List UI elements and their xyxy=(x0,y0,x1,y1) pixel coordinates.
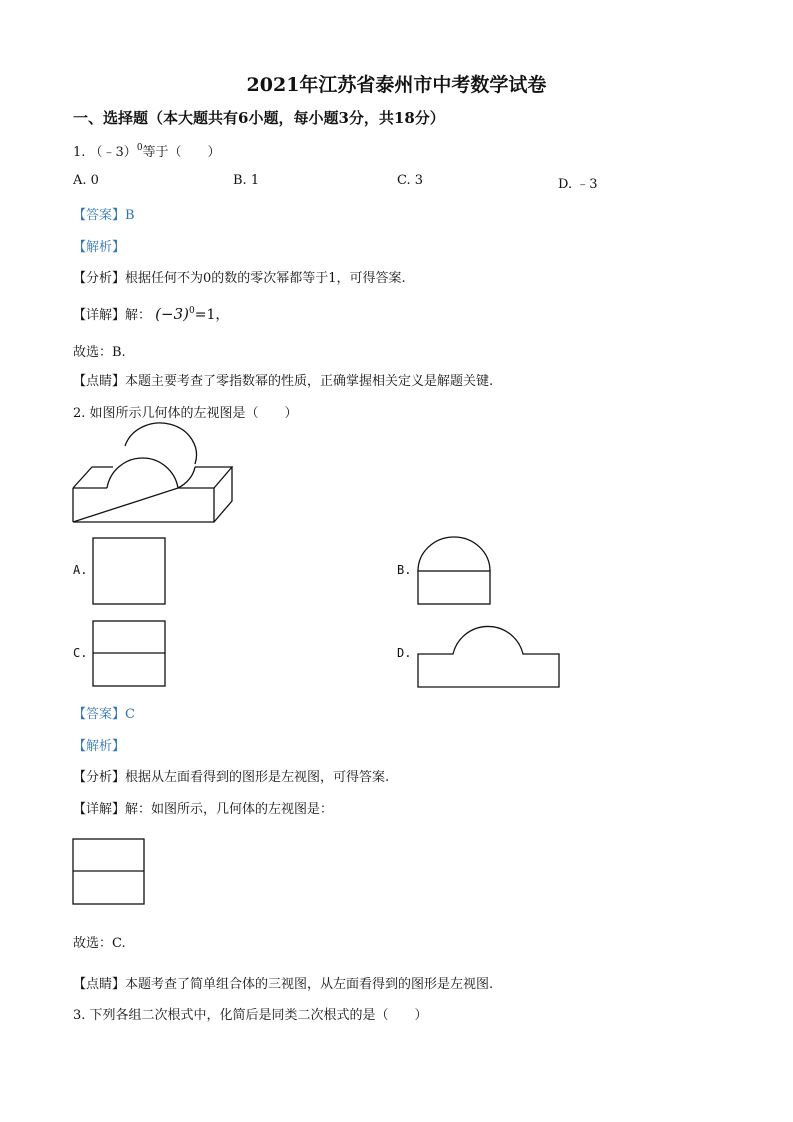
q2-option-d-label: D. xyxy=(397,646,412,660)
q3-stem: 3. 下列各组二次根式中，化简后是同类二次根式的是（ ） xyxy=(73,1008,428,1023)
q2-guxuan: 故选：C. xyxy=(73,936,126,951)
q1-guxuan: 故选：B. xyxy=(73,345,126,360)
q2-stem: 2. 如图所示几何体的左视图是（ ） xyxy=(73,406,298,421)
section-heading: 一、选择题（本大题共有6小题，每小题3分，共18分） xyxy=(73,109,445,127)
q1-exponent: 0 xyxy=(136,143,143,153)
q1-dianjing: 【点睛】本题主要考查了零指数幂的性质，正确掌握相关定义是解题关键. xyxy=(73,374,494,389)
q2-option-a-label: A. xyxy=(73,563,88,577)
q2-option-c-label: C. xyxy=(73,646,88,660)
q1-xiangjie-label: 【详解】解： xyxy=(73,308,152,323)
q2-xiangjie: 【详解】解：如图所示，几何体的左视图是： xyxy=(73,802,334,817)
q1-option-b: B. 1 xyxy=(233,173,260,188)
q1-stem-tail: 等于（ ） xyxy=(142,145,221,160)
q1-answer: 【答案】B xyxy=(73,208,135,223)
q2-dianjing: 【点睛】本题考查了简单组合体的三视图，从左面看得到的图形是左视图. xyxy=(73,977,494,992)
q2-option-b-label: B. xyxy=(397,563,412,577)
q1-stem-text: 1. （﹣3） xyxy=(73,145,137,160)
page-title: 2021年江苏省泰州市中考数学试卷 xyxy=(246,74,547,96)
q1-fenxi: 【分析】根据任何不为0的数的零次幂都等于1，可得答案. xyxy=(73,271,406,286)
q1-analysis-tag: 【解析】 xyxy=(73,240,126,255)
q1-option-a: A. 0 xyxy=(73,173,99,188)
q2-fenxi: 【分析】根据从左面看得到的图形是左视图，可得答案. xyxy=(73,770,390,785)
q1-option-d: D. ﹣3 xyxy=(558,177,598,192)
q1-xiangjie-exponent: 0 xyxy=(188,306,195,316)
q1-option-c: C. 3 xyxy=(397,173,424,188)
q2-analysis-tag: 【解析】 xyxy=(73,739,126,754)
q2-answer: 【答案】C xyxy=(73,707,135,722)
q1-xiangjie-base: (−3) xyxy=(155,305,189,323)
q1-xiangjie-result: =1， xyxy=(194,307,230,323)
